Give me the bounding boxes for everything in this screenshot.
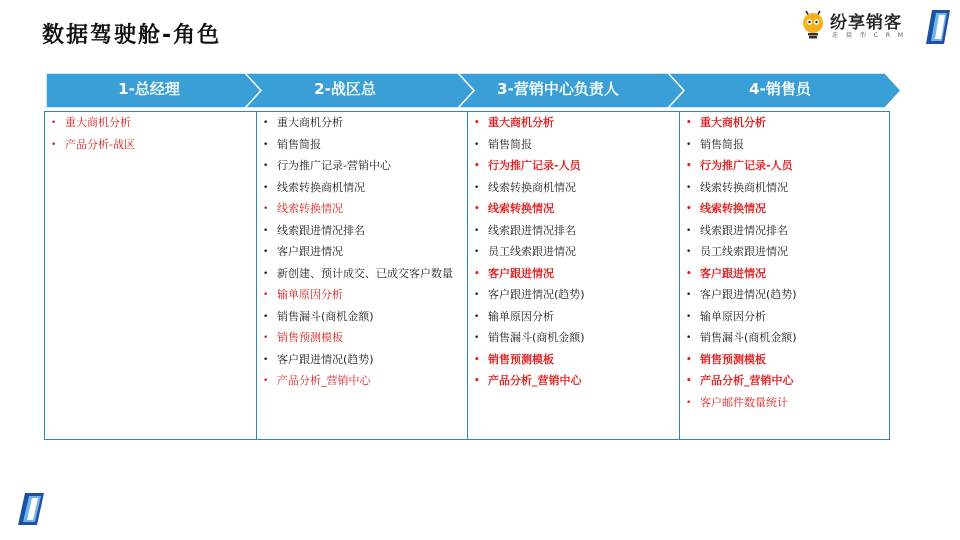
role-column bbox=[45, 112, 256, 439]
report-item: • 新创建、预计成交、已成交客户数量 bbox=[257, 267, 461, 281]
role-label-general-manager: 1-总经理 bbox=[118, 80, 180, 98]
page-title: 数据驾驶舱-角色 bbox=[42, 23, 222, 48]
role-column bbox=[256, 112, 467, 439]
report-item: • 销售漏斗(商机金额) bbox=[468, 331, 673, 345]
report-item: • 员工线索跟进情况 bbox=[468, 245, 673, 259]
report-item: • 销售漏斗(商机金额) bbox=[257, 310, 461, 324]
role-column bbox=[679, 112, 889, 439]
report-item: • 销售预测模板 bbox=[468, 353, 673, 367]
brand-logo bbox=[800, 6, 950, 46]
report-item: • 产品分析-战区 bbox=[45, 138, 250, 152]
report-item: • 销售简报 bbox=[257, 138, 461, 152]
report-item: • 线索跟进情况排名 bbox=[468, 224, 673, 238]
report-item: • 客户跟进情况 bbox=[257, 245, 461, 259]
report-item: • 重大商机分析 bbox=[468, 116, 673, 130]
report-item: • 重大商机分析 bbox=[257, 116, 461, 130]
report-item: • 客户跟进情况(趋势) bbox=[257, 353, 461, 367]
report-item: • 线索转换情况 bbox=[257, 202, 461, 216]
role-label-region-head: 2-战区总 bbox=[314, 80, 376, 98]
role-reports-table bbox=[44, 111, 890, 440]
report-item: • 销售简报 bbox=[680, 138, 883, 152]
report-item: • 线索跟进情况排名 bbox=[680, 224, 883, 238]
report-item: • 重大商机分析 bbox=[680, 116, 883, 130]
report-item: • 行为推广记录-人员 bbox=[680, 159, 883, 173]
report-item: • 行为推广记录-营销中心 bbox=[257, 159, 461, 173]
report-item: • 员工线索跟进情况 bbox=[680, 245, 883, 259]
report-item: • 线索转换商机情况 bbox=[468, 181, 673, 195]
brand-slash-icon bbox=[926, 10, 950, 44]
report-item: • 输单原因分析 bbox=[680, 310, 883, 324]
report-item: • 重大商机分析 bbox=[45, 116, 250, 130]
report-item: • 线索跟进情况排名 bbox=[257, 224, 461, 238]
logo-tagline: 连 接 型 C R M bbox=[832, 32, 907, 39]
bulb-mascot-icon bbox=[800, 8, 826, 40]
report-item: • 销售漏斗(商机金额) bbox=[680, 331, 883, 345]
report-item: • 客户跟进情况(趋势) bbox=[468, 288, 673, 302]
report-item: • 输单原因分析 bbox=[257, 288, 461, 302]
report-item: • 客户跟进情况 bbox=[680, 267, 883, 281]
report-item: • 产品分析_营销中心 bbox=[468, 374, 673, 388]
logo-name: 纷享销客 bbox=[830, 13, 902, 33]
report-item: • 客户跟进情况 bbox=[468, 267, 673, 281]
report-item: • 行为推广记录-人员 bbox=[468, 159, 673, 173]
report-item: • 输单原因分析 bbox=[468, 310, 673, 324]
report-item: • 产品分析_营销中心 bbox=[680, 374, 883, 388]
report-item: • 线索转换情况 bbox=[680, 202, 883, 216]
report-item: • 销售简报 bbox=[468, 138, 673, 152]
role-label-salesperson: 4-销售员 bbox=[749, 80, 811, 98]
report-item: • 线索转换情况 bbox=[468, 202, 673, 216]
report-item: • 客户邮件数量统计 bbox=[680, 396, 883, 410]
report-item: • 销售预测模板 bbox=[257, 331, 461, 345]
corner-slash-icon bbox=[18, 493, 44, 525]
role-column bbox=[467, 112, 679, 439]
report-item: • 线索转换商机情况 bbox=[257, 181, 461, 195]
report-item: • 销售预测模板 bbox=[680, 353, 883, 367]
report-item: • 线索转换商机情况 bbox=[680, 181, 883, 195]
role-label-marketing-head: 3-营销中心负责人 bbox=[497, 80, 619, 98]
report-item: • 产品分析_营销中心 bbox=[257, 374, 461, 388]
report-item: • 客户跟进情况(趋势) bbox=[680, 288, 883, 302]
